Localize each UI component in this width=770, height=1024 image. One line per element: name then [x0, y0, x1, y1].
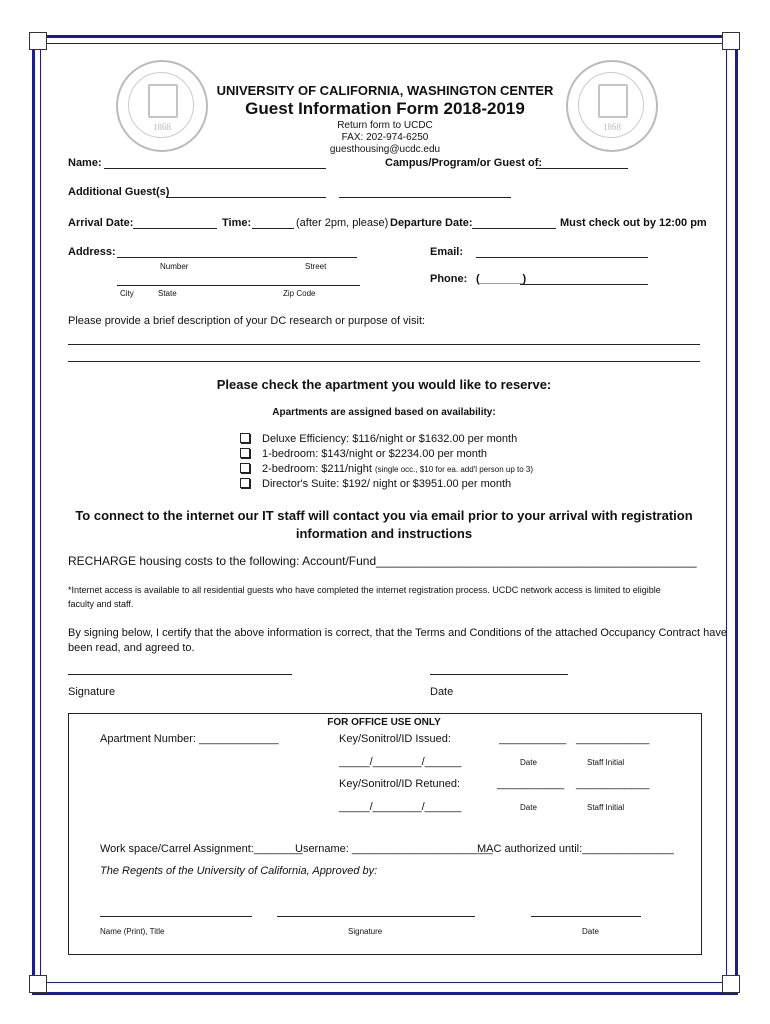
form-title: Guest Information Form 2018-2019 [245, 99, 525, 118]
key-issued-initial-blank[interactable]: ____________ [576, 733, 650, 745]
arrival-label: Arrival Date: [68, 217, 134, 229]
office-title: FOR OFFICE USE ONLY [327, 717, 441, 728]
key-returned-date-field[interactable]: _____/________/______ [339, 801, 462, 813]
checkbox[interactable] [240, 463, 250, 473]
checkbox[interactable] [240, 478, 250, 488]
city-label: City [120, 289, 134, 298]
seal-year: 1868 [603, 122, 621, 132]
date-field[interactable] [430, 674, 568, 675]
signature-label: Signature [68, 686, 116, 698]
staff-initial-caption: Staff Initial [587, 758, 625, 767]
date-label: Date [430, 686, 454, 698]
corner-ornament [722, 975, 740, 993]
office-date-field[interactable] [531, 916, 641, 917]
internet-notice-line2: information and instructions [295, 526, 473, 541]
phone-label: Phone: [430, 273, 468, 285]
checkbox[interactable] [240, 448, 250, 458]
key-returned-label: Key/Sonitrol/ID Retuned: [339, 778, 461, 790]
recharge-field[interactable]: RECHARGE housing costs to the following: Account/Fund________________________________________________ [68, 554, 697, 568]
option-label: Director's Suite: $192/ night or $3951.00 per month [262, 478, 512, 490]
office-signature-field[interactable] [277, 916, 475, 917]
regents-approval: The Regents of the University of California, Approved by: [100, 865, 378, 877]
name-field[interactable] [104, 168, 326, 169]
office-use-box [68, 713, 702, 955]
description-prompt: Please provide a brief description of your DC research or purpose of visit: [68, 315, 426, 327]
staff-initial-caption: Staff Initial [587, 803, 625, 812]
description-line-2[interactable] [68, 361, 700, 362]
address-line-1[interactable] [117, 257, 357, 258]
apartment-option[interactable] [240, 463, 533, 475]
additional-guests-label: Additional Guest(s) [68, 186, 170, 198]
campus-field[interactable] [536, 168, 628, 169]
description-line-1[interactable] [68, 344, 700, 345]
apartment-option[interactable] [240, 448, 487, 460]
username-field[interactable]: Username: _______________________ [295, 843, 493, 855]
internet-footnote-line1: *Internet access is available to all residential guests who have completed the internet registration process. UCDC network access is limited to eligible [68, 585, 661, 595]
departure-date-field[interactable] [472, 228, 556, 229]
apartment-heading: Please check the apartment you would like to reserve: [216, 377, 552, 392]
university-seal-left [116, 60, 208, 152]
street-label: Street [305, 262, 327, 271]
arrival-date-field[interactable] [133, 228, 217, 229]
option-note: (single occ., $10 for ea. add'l person up to 3) [374, 465, 534, 474]
apartment-subheading: Apartments are assigned based on availability: [272, 407, 496, 418]
additional-guest-field-2[interactable] [339, 197, 511, 198]
internet-notice-line1: To connect to the internet our IT staff will contact you via email prior to your arrival with registration [75, 508, 693, 523]
apartment-option[interactable] [240, 433, 517, 445]
corner-ornament [29, 32, 47, 50]
option-label: Deluxe Efficiency: $116/night or $1632.00 per month [262, 433, 518, 445]
apartment-number-field[interactable]: Apartment Number: _____________ [100, 733, 279, 745]
date-caption: Date [520, 758, 537, 767]
seal-year: 1868 [153, 122, 171, 132]
key-issued-date-field[interactable]: _____/________/______ [339, 756, 462, 768]
corner-ornament [722, 32, 740, 50]
email-field[interactable] [476, 257, 648, 258]
email-label: Email: [430, 246, 464, 258]
return-to: Return form to UCDC [337, 120, 433, 131]
name-label: Name: [68, 157, 102, 169]
certification-line2: been read, and agreed to. [68, 642, 195, 654]
phone-field[interactable] [520, 284, 648, 285]
name-print-label: Name (Print), Title [100, 927, 165, 936]
signature-field[interactable] [68, 674, 292, 675]
additional-guest-field-1[interactable] [166, 197, 326, 198]
office-date-label: Date [582, 927, 599, 936]
name-print-field[interactable] [100, 916, 252, 917]
option-label: 1-bedroom: $143/night or $2234.00 per month [262, 448, 488, 460]
contact-email: guesthousing@ucdc.edu [329, 144, 441, 155]
address-line-2[interactable] [117, 285, 360, 286]
departure-label: Departure Date: [390, 217, 473, 229]
key-returned-date-blank[interactable]: ___________ [497, 778, 565, 790]
time-note: (after 2pm, please) [296, 217, 389, 229]
time-label: Time: [222, 217, 252, 229]
checkbox[interactable] [240, 433, 250, 443]
apartment-option[interactable] [240, 478, 511, 490]
key-returned-initial-blank[interactable]: ____________ [576, 778, 650, 790]
time-field[interactable] [252, 228, 294, 229]
checkout-note: Must check out by 12:00 pm [560, 217, 707, 229]
corner-ornament [29, 975, 47, 993]
certification-line1: By signing below, I certify that the above information is correct, that the Terms and Conditions of the attached Occupancy Contract have [68, 627, 727, 639]
internet-footnote-line2: faculty and staff. [68, 599, 134, 609]
key-issued-label: Key/Sonitrol/ID Issued: [339, 733, 451, 745]
key-issued-date-blank[interactable]: ___________ [499, 733, 567, 745]
campus-label: Campus/Program/or Guest of: [385, 157, 543, 169]
date-caption: Date [520, 803, 537, 812]
office-signature-label: Signature [348, 927, 383, 936]
fax: FAX: 202-974-6250 [341, 132, 429, 143]
phone-area-code[interactable]: (_______) [476, 273, 527, 285]
university-seal-right [566, 60, 658, 152]
option-label: 2-bedroom: $211/night [262, 463, 375, 475]
mac-field[interactable]: MAC authorized until:_______________ [477, 843, 674, 855]
zip-label: Zip Code [283, 289, 316, 298]
state-label: State [158, 289, 177, 298]
university-name: UNIVERSITY OF CALIFORNIA, WASHINGTON CENTER [216, 83, 554, 98]
workspace-field[interactable]: Work space/Carrel Assignment:________ [100, 843, 303, 855]
number-label: Number [160, 262, 189, 271]
address-label: Address: [68, 246, 116, 258]
